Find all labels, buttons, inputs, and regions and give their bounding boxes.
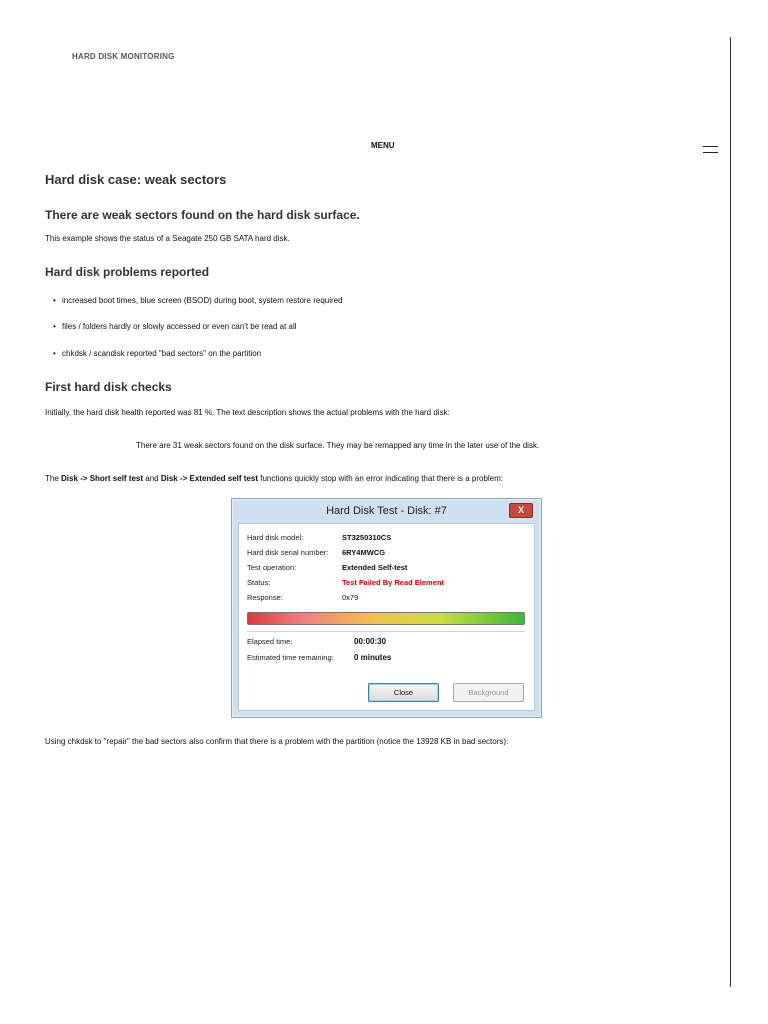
field-label: Hard disk serial number:	[247, 548, 329, 557]
field-label: Response:	[247, 593, 283, 602]
background-button[interactable]: Background	[453, 683, 524, 702]
site-logo[interactable]: HARD DISK MONITORING	[72, 52, 175, 61]
checks-heading: First hard disk checks	[45, 380, 172, 394]
selftest-part: The	[45, 474, 62, 483]
page-title: Hard disk case: weak sectors	[45, 172, 227, 187]
disk-model-value: ST3250310CS	[342, 533, 392, 542]
hard-disk-test-dialog	[231, 498, 542, 718]
elapsed-value: 00:00:30	[354, 637, 387, 646]
extended-self-test-ref: Disk -> Extended self test	[160, 474, 258, 483]
hamburger-line	[703, 152, 718, 153]
dialog-title: Hard Disk Test - Disk: #7	[326, 505, 447, 517]
list-item: • chkdsk / scandisk reported "bad sectors" on the partition	[62, 349, 261, 358]
field-label: Hard disk model:	[247, 533, 304, 542]
menu-label[interactable]: MENU	[371, 141, 395, 150]
dialog-body	[238, 523, 535, 711]
problems-heading: Hard disk problems reported	[45, 265, 210, 279]
serial-number-value: 6RY4MWCG	[342, 548, 386, 557]
hamburger-menu-icon[interactable]	[703, 146, 718, 153]
field-label: Status:	[247, 578, 271, 587]
response-value: 0x79	[342, 593, 359, 602]
field-label: Test operation:	[247, 563, 297, 572]
vertical-divider	[730, 37, 731, 987]
short-self-test-ref: Disk -> Short self test	[61, 474, 144, 483]
selftest-text	[45, 474, 503, 483]
health-quote: There are 31 weak sectors found on the disk surface. They may be remapped any time in the later use of the disk.	[136, 441, 540, 450]
chkdsk-text: Using chkdsk to "repair" the bad sectors also confirm that there is a problem with the partition (notice the 13928 KB in bad sectors):	[45, 737, 509, 746]
remaining-label: Estimated time remaining:	[247, 653, 334, 662]
close-icon[interactable]: X	[509, 503, 533, 518]
status-value: Test Failed By Read Element	[342, 578, 444, 587]
article-subtitle: There are weak sectors found on the hard disk surface.	[45, 208, 360, 222]
checks-text: Initially, the hard disk health reported was 81 %. The text description shows the actual problems with the hard disk:	[45, 408, 450, 417]
close-button[interactable]: Close	[368, 683, 439, 702]
test-progress-bar	[247, 612, 525, 625]
selftest-part: and	[143, 474, 161, 483]
hamburger-line	[703, 146, 718, 147]
test-operation-value: Extended Self-test	[342, 563, 408, 572]
list-item: • files / folders hardly or slowly accessed or even can't be read at all	[62, 322, 297, 331]
list-item: • increased boot times, blue screen (BSOD) during boot, system restore required	[62, 296, 343, 305]
elapsed-label: Elapsed time:	[247, 637, 293, 646]
selftest-part: functions quickly stop with an error indicating that there is a problem:	[258, 474, 504, 483]
intro-text: This example shows the status of a Seagate 250 GB SATA hard disk.	[45, 234, 290, 243]
divider	[247, 631, 525, 632]
remaining-value: 0 minutes	[354, 653, 392, 662]
